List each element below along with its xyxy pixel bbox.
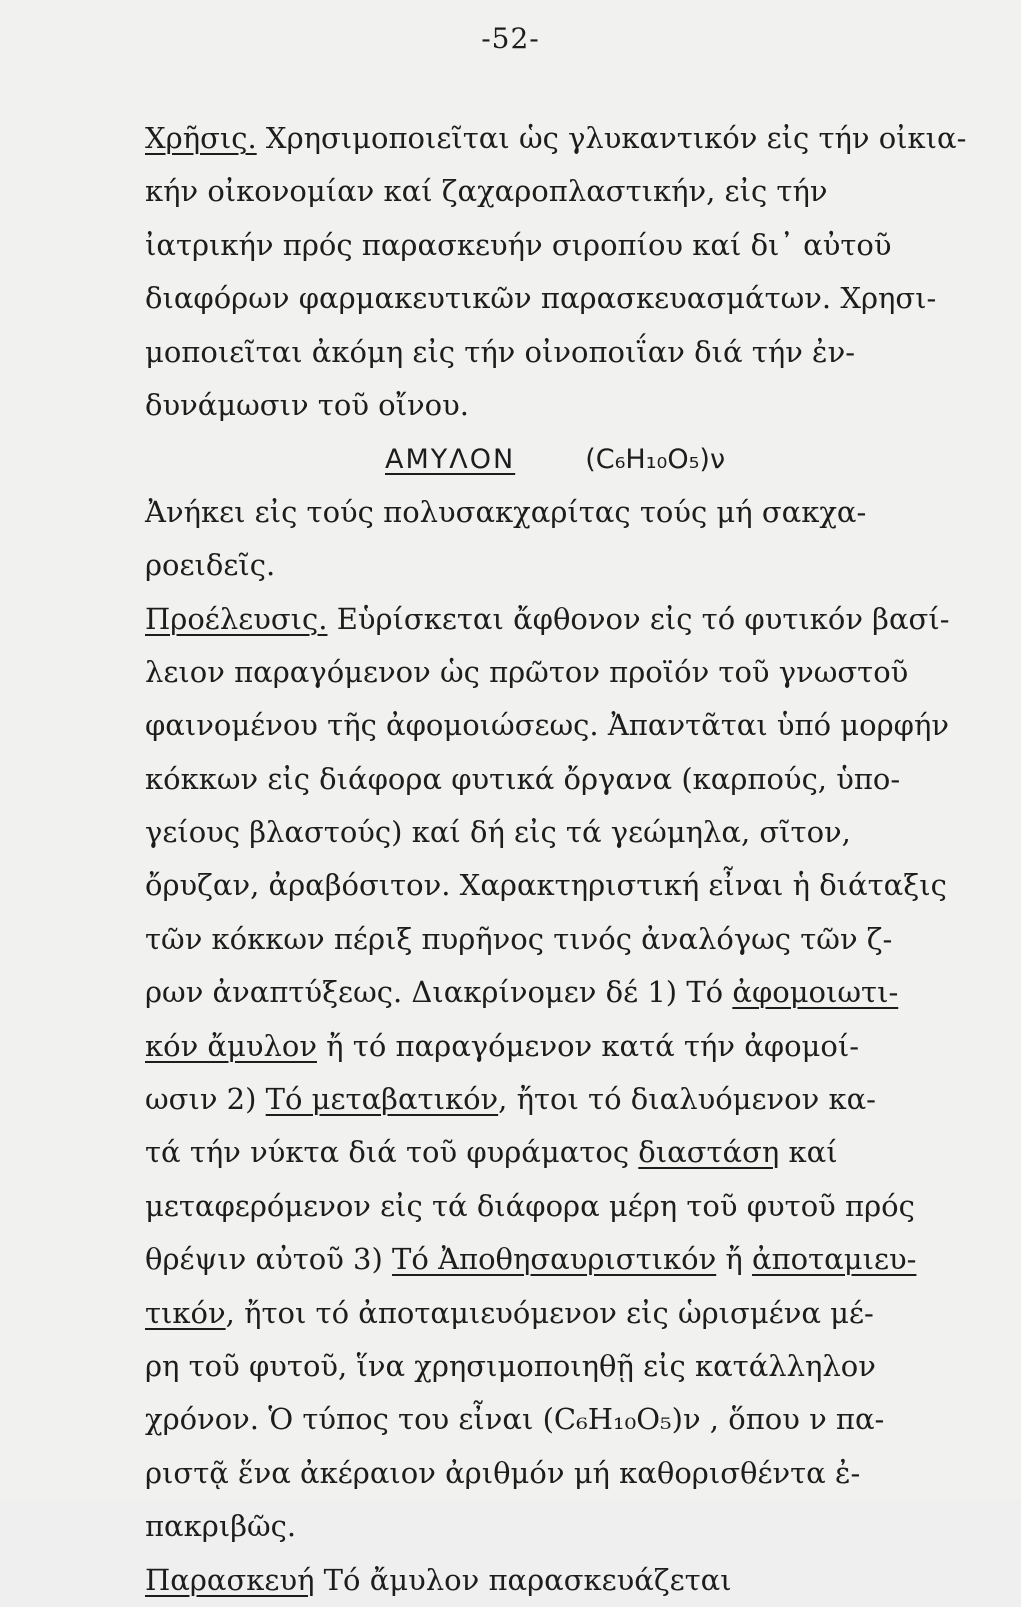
text-segment: Ἀνήκει εἰς τούς πολυσακχαρίτας τούς μή σακχα-	[145, 494, 867, 529]
text-line	[145, 1020, 995, 1073]
text-segment: μεταφερόμενον εἰς τά διάφορα μέρη τοῦ φυτοῦ πρός	[145, 1188, 915, 1223]
text-segment: ἤ	[716, 1242, 753, 1277]
text-segment: τῶν κόκκων πέριξ πυρῆνος τινός ἀναλόγως τῶν ζ-	[145, 921, 893, 956]
text-segment: ρων ἀναπτύξεως. Διακρίνομεν δέ 1) Τό	[145, 975, 733, 1010]
text-line	[145, 1554, 995, 1607]
text-line	[145, 486, 995, 539]
text-segment: ὄρυζαν, ἀραβόσιτον. Χαρακτηριστική εἶναι ἡ διάταξις	[145, 868, 947, 903]
text-segment: κήν οἰκονομίαν καί ζαχαροπλαστικήν, εἰς τήν	[145, 174, 828, 209]
text-line	[145, 379, 995, 432]
text-line	[145, 1393, 995, 1446]
text-line	[145, 966, 995, 1019]
text-line	[145, 753, 995, 806]
text-line	[145, 646, 995, 699]
underlined-term: ἀποταμιευ-	[752, 1242, 917, 1277]
underlined-term: Προέλευσις.	[145, 601, 328, 636]
text-segment: λειον παραγόμενον ὡς πρῶτον προϊόν τοῦ γνωστοῦ	[145, 654, 909, 689]
text-segment: τά τήν νύκτα διά τοῦ φυράματος	[145, 1135, 639, 1170]
section-heading-title: ΑΜΥΛΟΝ	[385, 444, 516, 476]
text-segment: ρη τοῦ φυτοῦ, ἵνα χρησιμοποιηθῇ εἰς κατάλληλον	[145, 1348, 876, 1383]
text-segment: Χρησιμοποιεῖται ὡς γλυκαντικόν εἰς τήν οἰκια-	[256, 121, 967, 155]
text-line	[145, 1233, 995, 1286]
page-body-text	[145, 112, 995, 1607]
text-line	[145, 112, 995, 165]
underlined-term: τικόν	[145, 1295, 226, 1330]
section-heading	[145, 432, 995, 485]
text-line	[145, 1126, 995, 1179]
text-segment: θρέψιν αὐτοῦ 3)	[145, 1242, 393, 1277]
text-line	[145, 539, 995, 592]
text-segment: δυνάμωσιν τοῦ οἴνου.	[145, 387, 469, 422]
text-segment: μοποιεῖται ἀκόμη εἰς τήν οἰνοποιΐαν διά τήν ἐν-	[145, 334, 856, 369]
text-segment: ροειδεῖς.	[145, 548, 276, 583]
text-line	[145, 272, 995, 325]
text-line	[145, 593, 995, 646]
text-segment: πακριβῶς.	[145, 1509, 297, 1544]
text-line	[145, 1073, 995, 1126]
text-segment: Εὑρίσκεται ἄφθονον εἰς τό φυτικόν βασί-	[327, 601, 950, 636]
underlined-term: διαστάση	[638, 1135, 780, 1170]
text-segment: ἰατρικήν πρός παρασκευήν σιροπίου καί δι᾽ αὐτοῦ	[145, 227, 892, 262]
text-segment: φαινομένου τῆς ἀφομοιώσεως. Ἀπαντᾶται ὑπό μορφήν	[145, 708, 949, 743]
chemical-formula: (C₆H₁₀O₅)ν	[585, 444, 726, 476]
text-segment: ἤ τό παραγόμενον κατά τήν ἀφομοί-	[316, 1028, 860, 1063]
text-line	[145, 1340, 995, 1393]
text-line	[145, 913, 995, 966]
text-segment: γείους βλαστούς) καί δή εἰς τά γεώμηλα, σῖτον,	[145, 815, 851, 850]
text-line	[145, 1180, 995, 1233]
text-segment: κόκκων εἰς διάφορα φυτικά ὄργανα (καρπούς, ὑπο-	[145, 761, 901, 796]
text-segment: , ἤτοι τό ἀποταμιευόμενον εἰς ὡρισμένα μέ-	[225, 1295, 874, 1330]
text-line	[145, 219, 995, 272]
page-number: -52-	[481, 22, 540, 55]
underlined-term: κόν ἄμυλον	[145, 1028, 317, 1063]
text-line	[145, 326, 995, 379]
underlined-term: ἀφομοιωτι-	[732, 975, 899, 1010]
text-segment: Τό ἄμυλον παρασκευάζεται	[314, 1562, 732, 1597]
underlined-term: Παρασκευή	[145, 1562, 315, 1597]
underlined-term: Τό Ἀποθησαυριστικόν	[392, 1242, 717, 1277]
text-segment: ωσιν 2)	[145, 1082, 266, 1117]
underlined-term: Χρῆσις.	[145, 121, 257, 155]
text-segment: καί	[779, 1135, 838, 1170]
text-segment: , ἤτοι τό διαλυόμενον κα-	[498, 1082, 876, 1117]
text-line	[145, 806, 995, 859]
text-segment: διαφόρων φαρμακευτικῶν παρασκευασμάτων. Χρησι-	[145, 281, 937, 316]
text-segment: ριστᾷ ἕνα ἀκέραιον ἀριθμόν μή καθορισθέντα ἐ-	[145, 1455, 861, 1490]
text-line	[145, 699, 995, 752]
text-line	[145, 1287, 995, 1340]
text-segment: χρόνον. Ὁ τύπος του εἶναι (C₆H₁₀O₅)ν , ὅπου ν πα-	[145, 1402, 885, 1437]
text-line	[145, 1500, 995, 1553]
text-line	[145, 1447, 995, 1500]
text-line	[145, 165, 995, 218]
underlined-term: Τό μεταβατικόν	[265, 1082, 499, 1117]
text-line	[145, 859, 995, 912]
